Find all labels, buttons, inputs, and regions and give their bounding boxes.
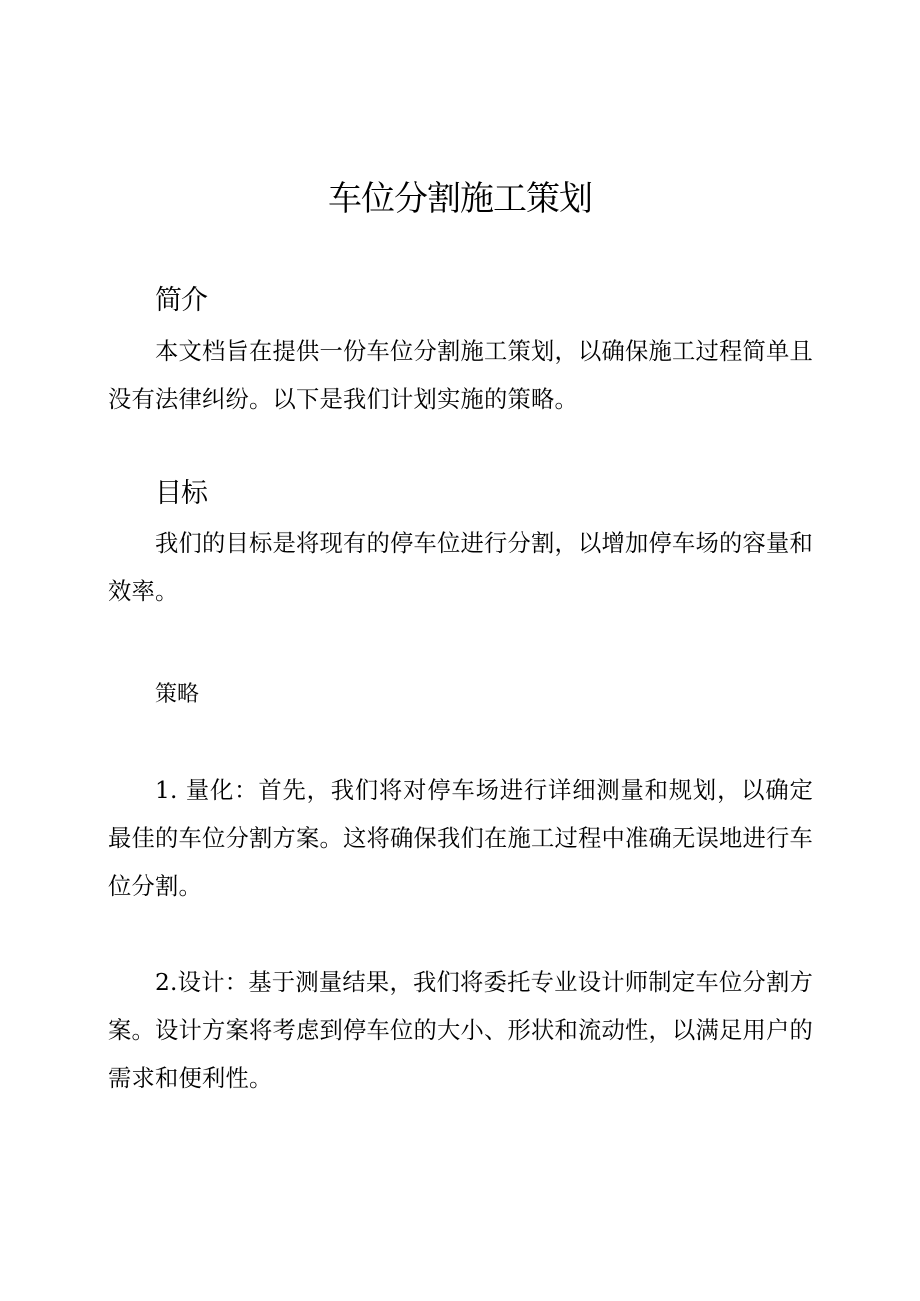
strategy-label: 策略 (155, 682, 200, 707)
goal-paragraph: 我们的目标是将现有的停车位进行分割，以增加停车场的容量和效率。 (108, 530, 813, 605)
intro-paragraph: 本文档旨在提供一份车位分割施工策划，以确保施工过程简单且没有法律纠纷。以下是我们计划实施的策略。 (108, 338, 813, 413)
intro-heading: 简介 (155, 285, 207, 316)
goal-heading: 目标 (155, 478, 207, 509)
document-title: 车位分割施工策划 (328, 179, 592, 219)
strategy-item-2: 2.设计：基于测量结果，我们将委托专业设计师制定车位分割方案。设计方案将考虑到停车位的大小、形状和流动性，以满足用户的需求和便利性。 (108, 969, 813, 1092)
strategy-item-1: 1. 量化：首先，我们将对停车场进行详细测量和规划，以确定最佳的车位分割方案。这将确保我们在施工过程中准确无误地进行车位分割。 (108, 777, 813, 900)
